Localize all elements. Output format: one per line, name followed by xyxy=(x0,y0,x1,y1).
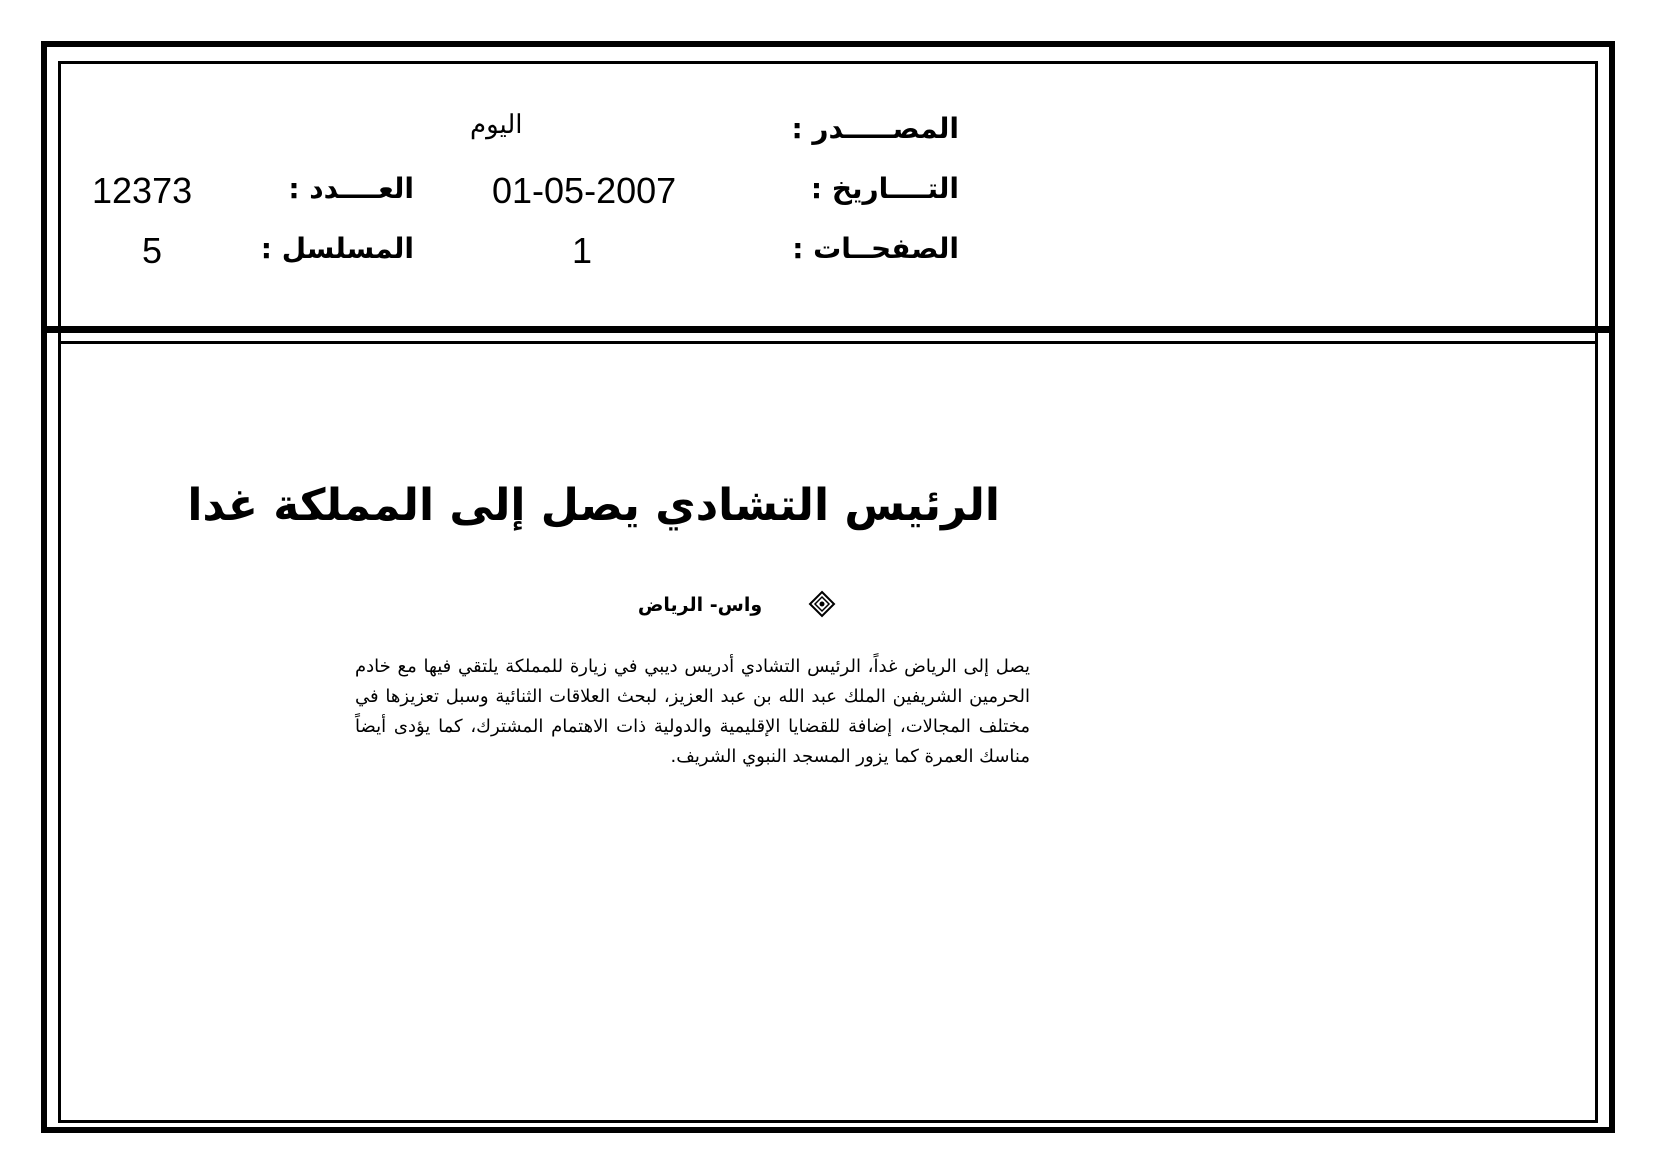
pages-value: 1 xyxy=(572,230,593,271)
issue-label: العــــدد : xyxy=(288,172,414,205)
source-value: اليوم xyxy=(470,110,523,140)
article-byline: واس- الرياض xyxy=(637,594,763,616)
serial-label: المسلسل : xyxy=(260,232,414,265)
article-body: يصل إلى الرياض غداً، الرئيس التشادي أدريس ديبي في زيارة للمملكة يلتقي فيها مع خادم الحرمين الشريفين الملك عبد الله بن عبد العزيز، لبحث العلاقات الثنائية وسبل تعزيزها في مختلف المجالات، إضافة للقضايا الإقليمية والدولية ذات الاهتمام المشترك، كما يؤدى أيضاً مناسك العمرة كما يزور المسجد النبوي الشريف. xyxy=(355,656,1030,767)
date-label: التــــاريخ : xyxy=(810,172,959,205)
serial-value: 5 xyxy=(142,230,163,271)
header-divider-thin xyxy=(58,341,1598,344)
pages-label: الصفحــات : xyxy=(792,232,959,265)
header-divider-thick xyxy=(44,326,1612,333)
source-label: المصـــــدر : xyxy=(791,112,959,145)
issue-value: 12373 xyxy=(92,170,193,211)
date-value: 01-05-2007 xyxy=(492,170,677,211)
diamond-ornament-icon xyxy=(808,590,836,618)
article-headline: الرئيس التشادي يصل إلى المملكة غدا xyxy=(187,480,1000,531)
